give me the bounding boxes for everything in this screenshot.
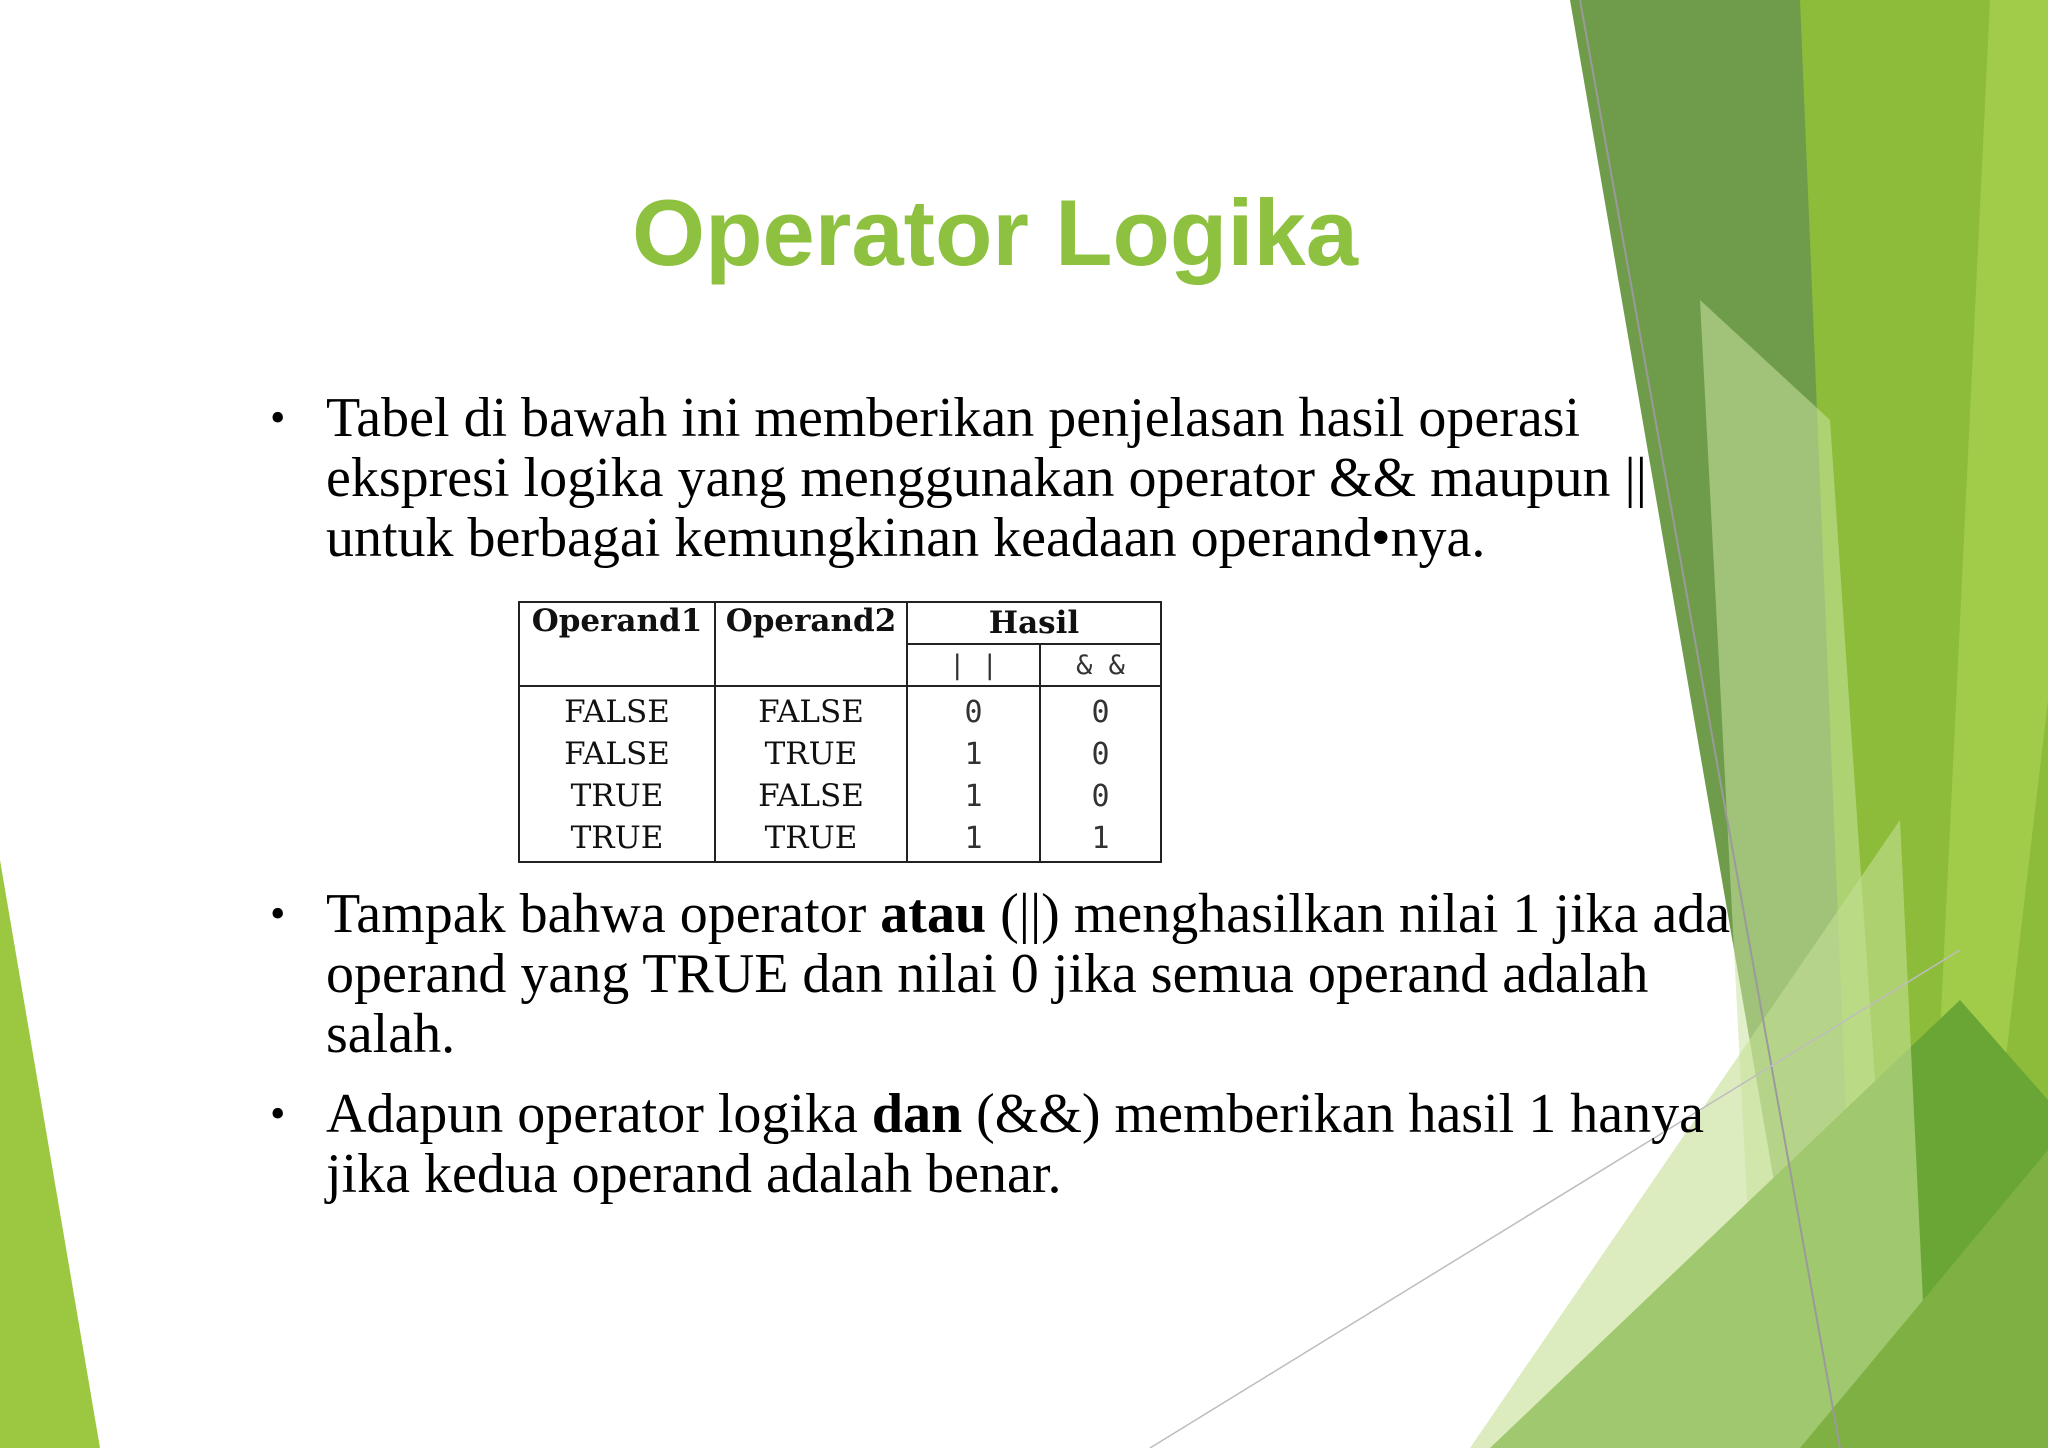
cell-operand1: FALSE xyxy=(519,733,715,775)
intro-bullet: • Tabel di bawah ini memberikan penjelasan hasil operasi ekspresi logika yang menggunakan operator && maupun || untuk berbagai kemungkinan keadaan operand•nya. xyxy=(270,388,1770,568)
intro-bullet-list xyxy=(270,388,1770,568)
table-row xyxy=(519,686,1161,733)
and-explanation-bullet xyxy=(270,1084,1790,1204)
cell-and: 0 xyxy=(1040,686,1161,733)
or-explanation-bullet xyxy=(270,884,1790,1064)
table-row xyxy=(519,775,1161,817)
cell-operand2: TRUE xyxy=(715,733,907,775)
cell-or: 1 xyxy=(907,775,1040,817)
and-text-before: Adapun operator logika xyxy=(326,1083,872,1145)
cell-operand2: FALSE xyxy=(715,686,907,733)
explanation-bullet-list xyxy=(270,884,1790,1224)
or-text-before: Tampak bahwa operator xyxy=(326,883,881,945)
or-text-after: (||) menghasilkan nilai 1 jika ada operand yang TRUE dan nilai 0 jika semua operand adalah salah. xyxy=(326,883,1731,1065)
cell-or: 0 xyxy=(907,686,1040,733)
header-and: & & xyxy=(1040,644,1161,686)
cell-operand2: TRUE xyxy=(715,817,907,862)
truth-table xyxy=(518,601,1162,863)
header-operand1: Operand1 xyxy=(519,602,715,686)
header-operand2: Operand2 xyxy=(715,602,907,686)
cell-and: 0 xyxy=(1040,733,1161,775)
header-hasil: Hasil xyxy=(907,602,1161,644)
table-row xyxy=(519,733,1161,775)
cell-or: 1 xyxy=(907,733,1040,775)
cell-and: 0 xyxy=(1040,775,1161,817)
or-keyword: atau xyxy=(880,883,987,945)
and-text-after: (&&) memberikan hasil 1 hanya jika kedua operand adalah benar. xyxy=(326,1083,1704,1205)
table-row xyxy=(519,817,1161,862)
cell-and: 1 xyxy=(1040,817,1161,862)
header-or: | | xyxy=(907,644,1040,686)
slide-title: Operator Logika xyxy=(631,180,1359,285)
cell-operand1: TRUE xyxy=(519,817,715,862)
cell-operand1: TRUE xyxy=(519,775,715,817)
cell-operand1: FALSE xyxy=(519,686,715,733)
truth-table-wrapper xyxy=(518,601,1162,863)
cell-operand2: FALSE xyxy=(715,775,907,817)
and-keyword: dan xyxy=(871,1083,963,1145)
cell-or: 1 xyxy=(907,817,1040,862)
